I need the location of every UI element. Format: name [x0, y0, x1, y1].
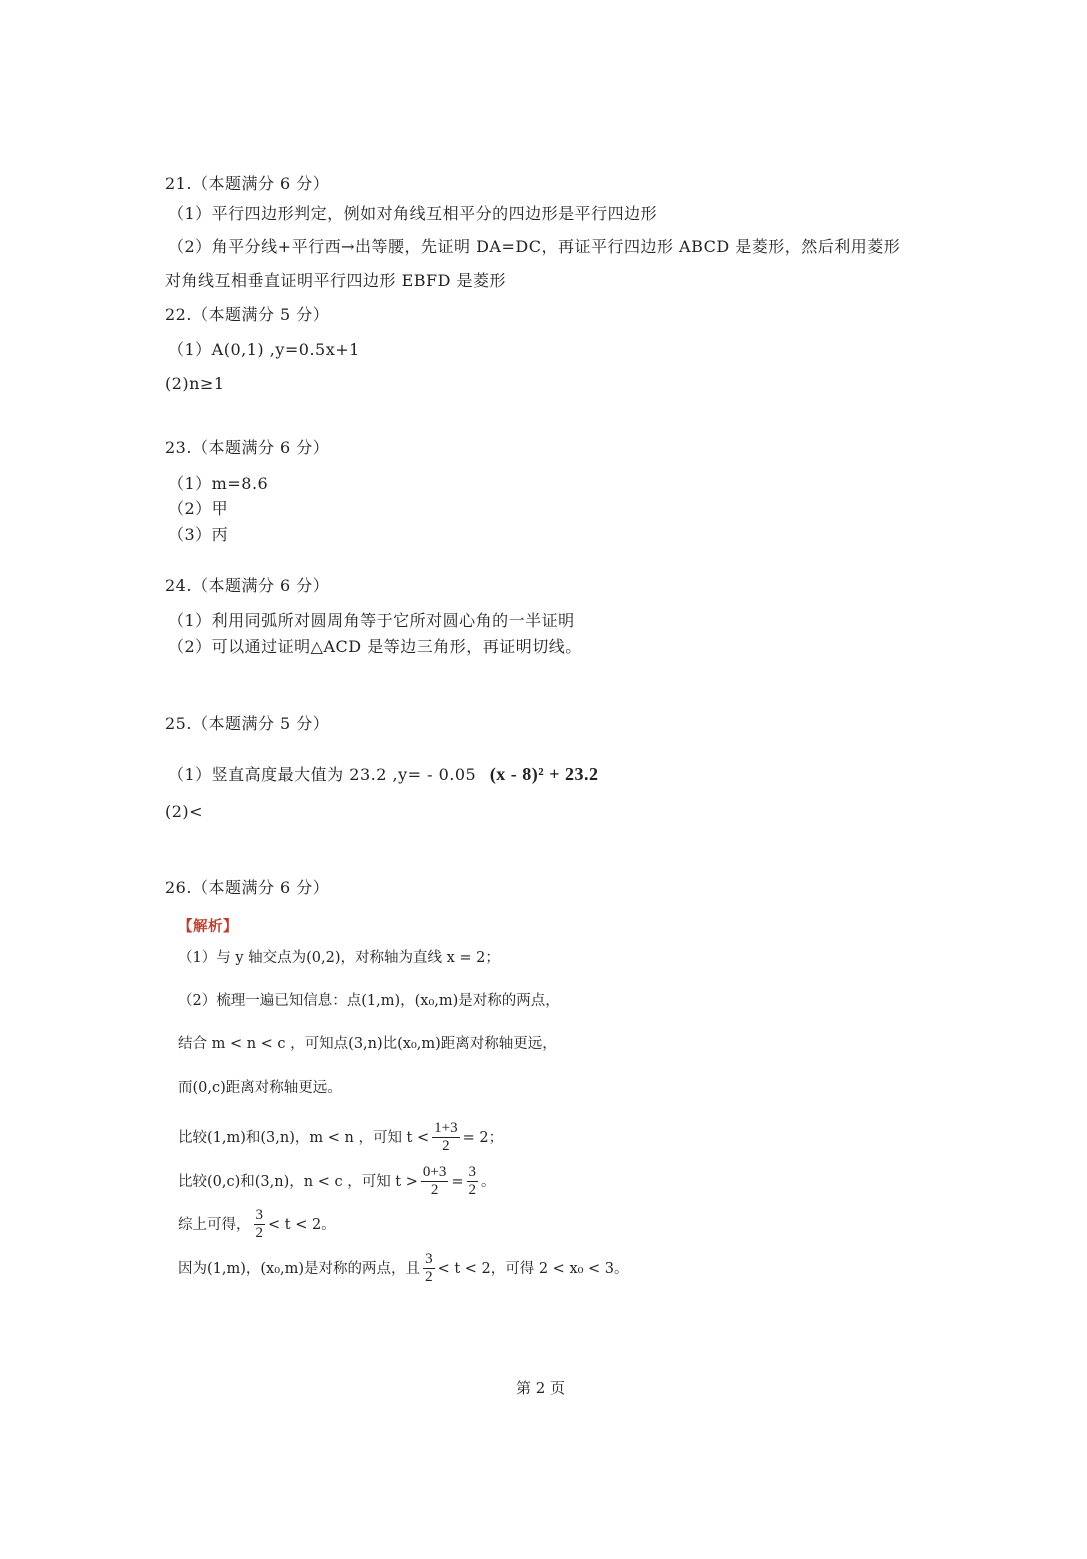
q26-line5-fraction — [432, 1120, 459, 1155]
q23-part3: （3）丙 — [168, 525, 229, 544]
q26-line5-denominator: 2 — [442, 1138, 450, 1154]
q26-line7-denominator: 2 — [255, 1225, 263, 1241]
q26-line8-denominator: 2 — [425, 1269, 433, 1285]
q26-line5-numerator: 1+3 — [434, 1120, 458, 1136]
q21-part1: （1）平行四边形判定，例如对角线互相平分的四边形是平行四边形 — [168, 204, 658, 223]
q25-part1-expression: (x - 8)² + 23.2 — [489, 764, 599, 784]
q25-part1 — [168, 763, 598, 786]
q26-line3 — [178, 1033, 557, 1055]
q26-line4-text: 而(0,c)距离对称轴更远。 — [178, 1080, 342, 1096]
q26-line1-text: （1）与 y 轴交点为(0,2)，对称轴为直线 x = 2； — [178, 950, 500, 966]
q21-part2-line1: （2）角平分线+平行西→出等腰，先证明 DA=DC，再证平行四边形 ABCD 是菱形，然后利用菱形 — [168, 237, 901, 256]
q24-title: 24.（本题满分 6 分） — [165, 576, 330, 595]
q21-part2-line2: 对角线互相垂直证明平行四边形 EBFD 是菱形 — [165, 271, 507, 290]
q26-line5-pre: 比较(1,m)和(3,n)，m < n ，可知 t < — [178, 1129, 430, 1146]
q25-part2: (2)< — [165, 802, 204, 821]
q26-line7 — [178, 1207, 336, 1242]
q24-part1: （1）利用同弧所对圆周角等于它所对圆心角的一半证明 — [168, 611, 575, 630]
q26-line3-text: 结合 m < n < c ，可知点(3,n)比(x₀,m)距离对称轴更远， — [178, 1036, 557, 1052]
q23-part2: （2）甲 — [168, 499, 229, 518]
q26-line5 — [178, 1120, 503, 1155]
q26-line6-pre: 比较(0,c)和(3,n)，n < c ，可知 t > — [178, 1173, 418, 1190]
q26-line2 — [178, 990, 560, 1012]
page-number: 第 2 页 — [516, 1379, 566, 1397]
q22-part2: (2)n≥1 — [165, 374, 225, 393]
q26-line4 — [178, 1077, 342, 1099]
q26-line6-denominator1: 2 — [430, 1182, 439, 1198]
q26-analysis-tag: 【解析】 — [178, 918, 238, 935]
q26-line8-fraction — [423, 1251, 435, 1286]
q26-line8-numerator: 3 — [425, 1251, 433, 1267]
q23-title: 23.（本题满分 6 分） — [165, 438, 330, 457]
q26-title: 26.（本题满分 6 分） — [165, 878, 330, 897]
q26-line6-equals: = — [451, 1173, 464, 1190]
q25-part1-text: （1）竖直高度最大值为 23.2 ,y= - 0.05 — [168, 765, 477, 784]
q26-line7-pre: 综上可得， — [178, 1216, 251, 1233]
q21-title: 21.（本题满分 6 分） — [165, 174, 330, 193]
q26-line6-fraction2 — [467, 1164, 479, 1199]
q22-part1: （1）A(0,1) ,y=0.5x+1 — [168, 340, 360, 359]
q23-part1: （1）m=8.6 — [168, 474, 269, 493]
q26-line6 — [178, 1164, 496, 1199]
q26-line8 — [178, 1251, 629, 1286]
q26-line6-post: 。 — [481, 1173, 496, 1190]
q26-line2-text: （2）梳理一遍已知信息：点(1,m)，(x₀,m)是对称的两点， — [178, 993, 560, 1009]
q26-line6-numerator1: 0+3 — [422, 1164, 447, 1180]
q26-line6-denominator2: 2 — [468, 1182, 477, 1198]
q26-line6-numerator2: 3 — [468, 1164, 477, 1180]
q25-title: 25.（本题满分 5 分） — [165, 714, 330, 733]
q22-title: 22.（本题满分 5 分） — [165, 305, 330, 324]
q26-line8-post: < t < 2，可得 2 < x₀ < 3。 — [437, 1260, 629, 1277]
q26-line6-fraction1 — [421, 1164, 448, 1199]
q26-line8-pre: 因为(1,m)，(x₀,m)是对称的两点，且 — [178, 1260, 421, 1277]
q24-part2: （2）可以通过证明△ACD 是等边三角形，再证明切线。 — [168, 637, 582, 656]
q26-line7-numerator: 3 — [255, 1207, 263, 1223]
q26-line1 — [178, 947, 500, 969]
q26-line7-fraction — [254, 1207, 266, 1242]
q26-line5-post: = 2； — [462, 1129, 504, 1146]
q26-line7-post: < t < 2。 — [268, 1216, 336, 1233]
